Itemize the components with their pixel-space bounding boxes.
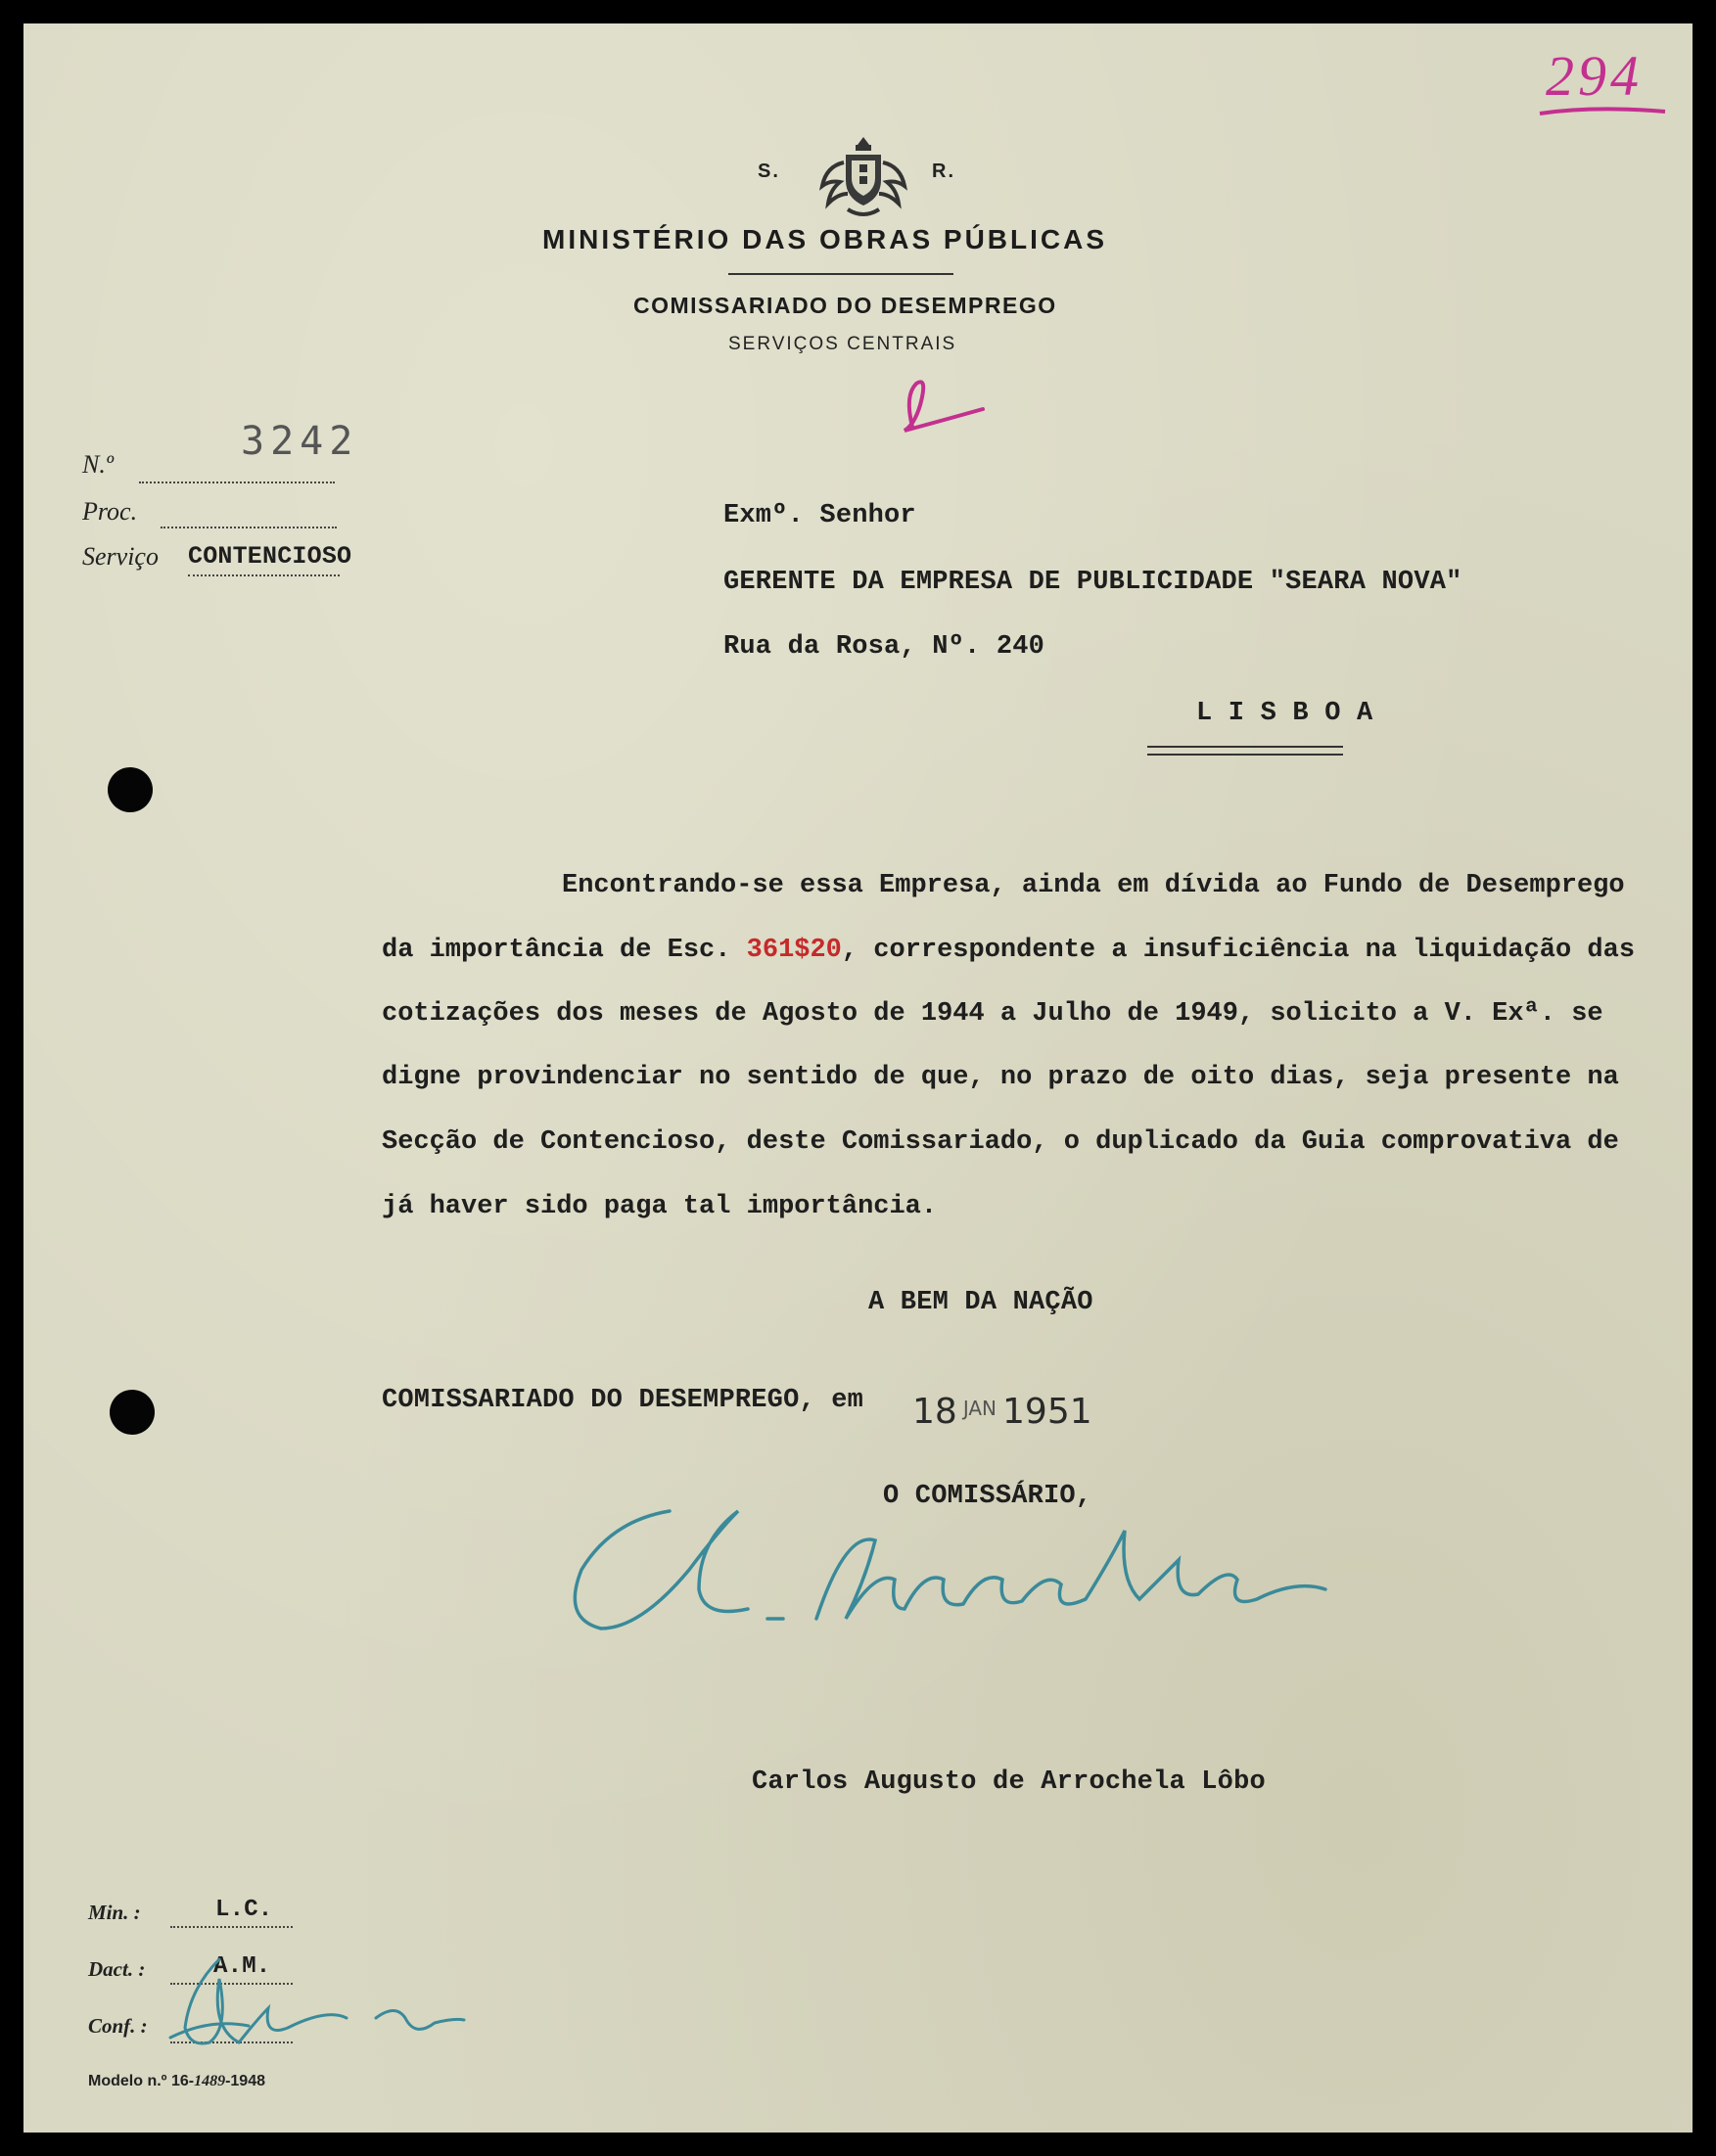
conf-label: Conf. : bbox=[88, 2014, 148, 2038]
city: L I S B O A bbox=[1196, 699, 1373, 728]
body-line-2-end: , correspondente a insuficiência na liquidação das bbox=[841, 936, 1636, 965]
proc-dotted-line bbox=[161, 527, 337, 528]
servico-dotted-line bbox=[188, 574, 340, 576]
body-line-4: digne provindenciar no sentido de que, no prazo de oito dias, seja presente na bbox=[382, 1063, 1619, 1092]
magenta-pencil-mark bbox=[875, 366, 1002, 444]
proc-label: Proc. bbox=[82, 497, 138, 526]
body-line-2-start: da importância de Esc. bbox=[382, 936, 747, 965]
date-year: 1951 bbox=[1002, 1392, 1092, 1432]
signer-name: Carlos Augusto de Arrochela Lôbo bbox=[752, 1767, 1266, 1797]
date-day: 18 bbox=[912, 1392, 957, 1432]
department-title: COMISSARIADO DO DESEMPREGO bbox=[633, 293, 1057, 318]
signer-title: O COMISSÁRIO, bbox=[883, 1482, 1092, 1511]
dact-value: A.M. bbox=[213, 1953, 271, 1980]
header-letter-s: S. bbox=[758, 161, 780, 182]
body-line-3: cotizações dos meses de Agosto de 1944 a Julho de 1949, solicito a V. Exª. se bbox=[382, 999, 1603, 1029]
page-number-underline bbox=[1536, 102, 1673, 121]
number-dotted-line bbox=[139, 482, 335, 483]
min-label: Min. : bbox=[88, 1901, 141, 1924]
sub-department-title: SERVIÇOS CENTRAIS bbox=[728, 334, 957, 354]
model-year: -1948 bbox=[225, 2073, 265, 2089]
number-label: N.º bbox=[82, 450, 114, 479]
body-line-2 bbox=[382, 936, 1635, 965]
number-stamp: 3242 bbox=[241, 419, 359, 464]
street-address: Rua da Rosa, Nº. 240 bbox=[723, 632, 1045, 662]
salutation: Exmº. Senhor bbox=[723, 501, 916, 530]
punch-hole-bottom bbox=[110, 1390, 155, 1435]
min-dotted-line bbox=[170, 1926, 293, 1928]
servico-label: Serviço bbox=[82, 542, 159, 571]
motto: A BEM DA NAÇÃO bbox=[868, 1288, 1093, 1317]
page-number: 294 bbox=[1546, 44, 1643, 108]
date-stamp bbox=[912, 1392, 1092, 1432]
coat-of-arms-icon bbox=[814, 133, 912, 228]
city-double-underline bbox=[1147, 746, 1343, 756]
debt-amount: 361$20 bbox=[746, 936, 842, 965]
body-line-6: já haver sido paga tal importância. bbox=[382, 1192, 938, 1221]
document-page bbox=[23, 23, 1693, 2133]
min-value: L.C. bbox=[215, 1897, 273, 1923]
initials-signature bbox=[151, 1950, 474, 2067]
punch-hole-top bbox=[108, 767, 153, 812]
signature bbox=[552, 1472, 1394, 1658]
ministry-title: MINISTÉRIO DAS OBRAS PÚBLICAS bbox=[542, 224, 1108, 254]
recipient: GERENTE DA EMPRESA DE PUBLICIDADE "SEARA NOVA" bbox=[723, 568, 1462, 597]
header-divider bbox=[728, 273, 953, 275]
body-line-1: Encontrando-se essa Empresa, ainda em dívida ao Fundo de Desemprego bbox=[562, 871, 1625, 900]
servico-value: CONTENCIOSO bbox=[188, 542, 352, 571]
dact-label: Dact. : bbox=[88, 1957, 146, 1981]
place-line: COMISSARIADO DO DESEMPREGO, em bbox=[382, 1386, 864, 1415]
model-prefix: Modelo n.º 16- bbox=[88, 2073, 195, 2089]
model-number bbox=[88, 2073, 265, 2090]
body-line-5: Secção de Contencioso, deste Comissariado, o duplicado da Guia comprovativa de bbox=[382, 1127, 1619, 1157]
date-month: JAN bbox=[962, 1397, 997, 1420]
header-letter-r: R. bbox=[932, 161, 955, 182]
model-code: 1489 bbox=[194, 2073, 226, 2089]
